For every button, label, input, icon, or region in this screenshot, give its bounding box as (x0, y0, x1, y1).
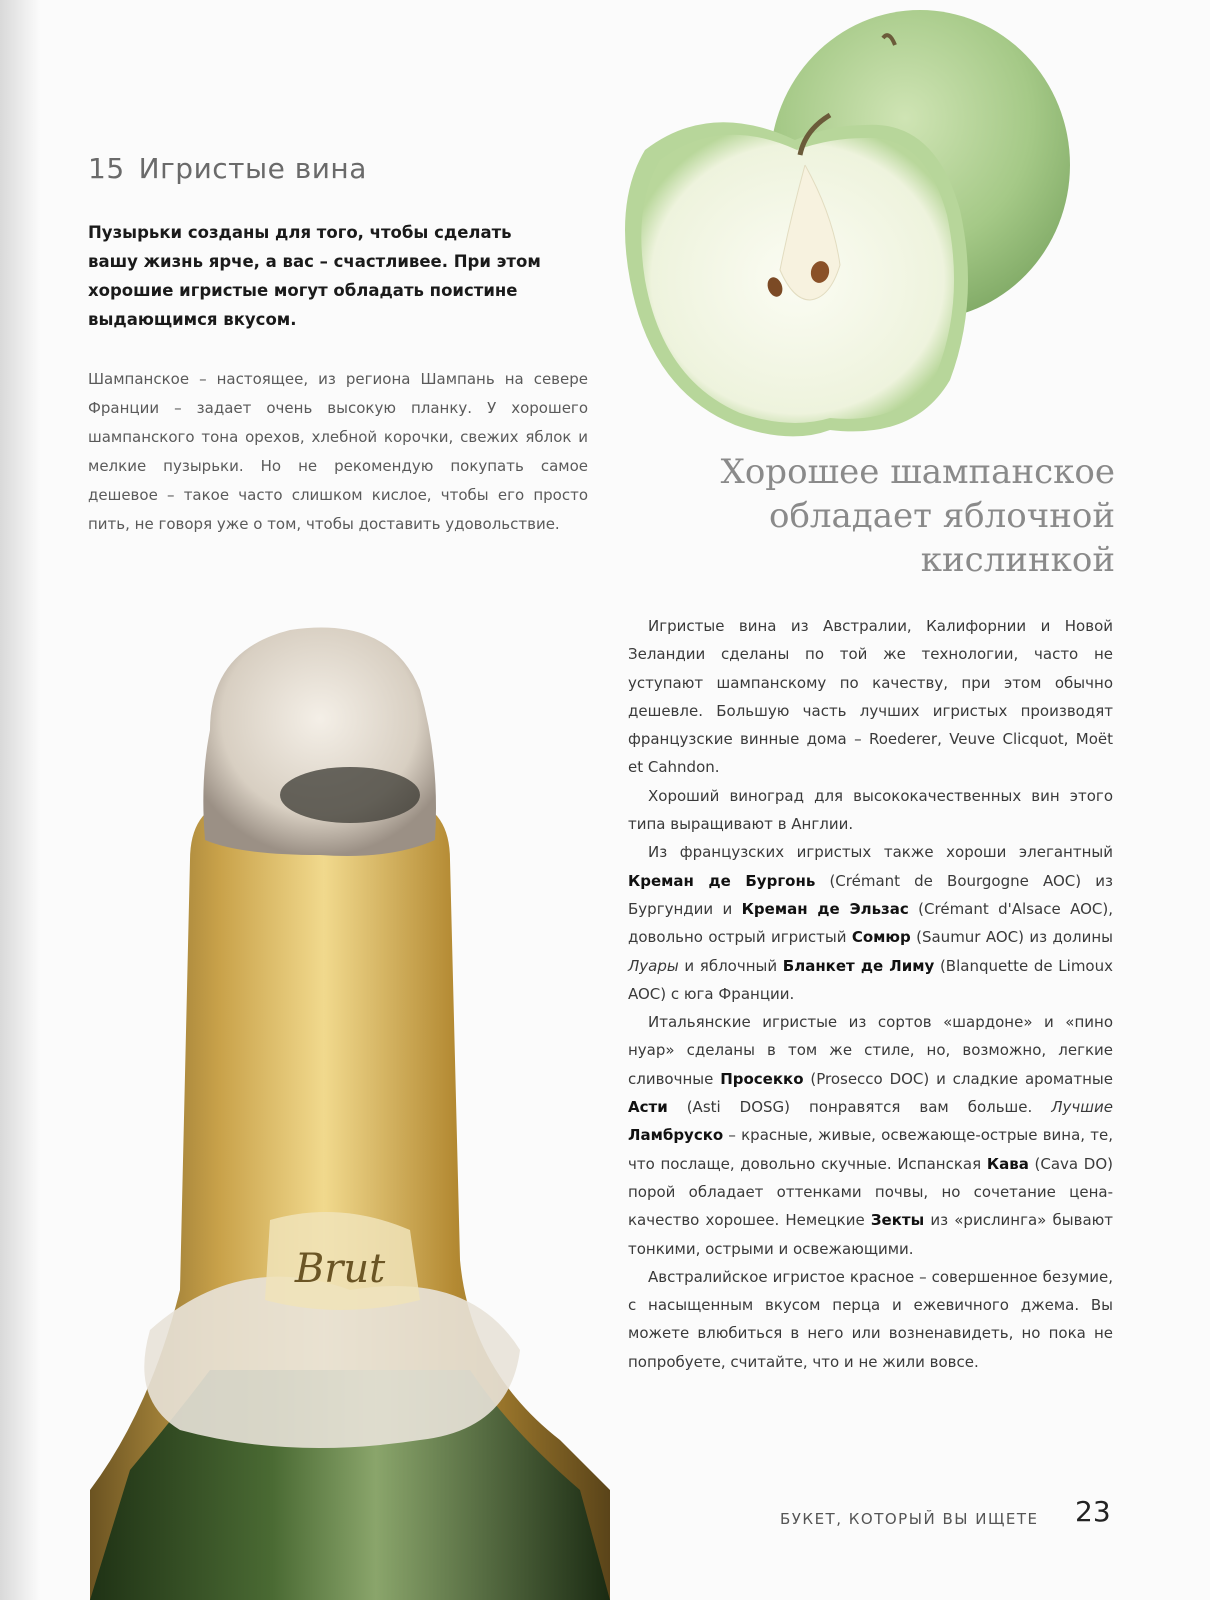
halved-apple (625, 115, 968, 436)
foam-top (203, 628, 436, 857)
chapter-number: 15 (88, 152, 125, 185)
main-body-text (628, 612, 1113, 1376)
paragraph-4: Итальянские игристые из сортов «шардоне» и «пино нуар» сделаны в том же стиле, но, возможно, легкие сливочные Просекко (Prosecco DOC) и сладкие ароматные Асти (Asti DOSG) понравятся вам больше. Лучшие Ламбруско – красные, живые, освежающе-острые вина, те, что послаще, довольно скучные. Испанская Кава (Cava DO) порой обладает оттенками почвы, но сочетание цена-качество хорошее. Немецкие Зекты из «рислинга» бывают тонкими, острыми и освежающими. (628, 1013, 1114, 1258)
page-gutter-shadow (0, 0, 40, 1600)
running-footer: БУКЕТ, КОТОРЫЙ ВЫ ИЩЕТЕ (780, 1510, 1039, 1528)
paragraph-3: Из французских игристых также хороши элегантный Креман де Бургонь (Crémant de Bourgogne AOC) из Бургундии и Креман де Эльзас (Crémant d'Alsace AOC), довольно острый игристый Сомюр (Saumur AOC) из долины Луары и яблочный Бланкет де Лиму (Blanquette de Limoux AOC) с юга Франции. (628, 843, 1113, 1003)
lead-paragraph: Пузырьки созданы для того, чтобы сделать вашу жизнь ярче, а вас – счастливее. При этом хорошие игристые могут обладать поистине выдающимся вкусом. (88, 223, 541, 329)
page-number: 23 (1075, 1495, 1111, 1528)
bottle-body (90, 800, 610, 1600)
paragraph-1: Игристые вина из Австралии, Калифорнии и Новой Зеландии сделаны по той же технологии, часто не уступают шампанскому по качеству, при этом обычно дешевле. Большую часть лучших игристых производят французские винные дома – Roederer, Veuve Clicquot, Moët et Cahndon. (628, 617, 1113, 777)
chapter-heading (88, 152, 367, 185)
green-apple-image (615, 0, 1085, 460)
intro-paragraph: Шампанское – настоящее, из региона Шампань на севере Франции – задает очень высокую планку. У хорошего шампанского тона орехов, хлебной корочки, свежих яблок и мелкие пузырьки. Но не рекомендую покупать самое дешевое – такое часто слишком кислое, чтобы его просто пить, не говоря уже о том, чтобы доставить удовольствие. (88, 370, 588, 533)
champagne-bottle-image (90, 610, 610, 1600)
brut-label (265, 1212, 420, 1310)
paragraph-5: Австралийское игристое красное – совершенное безумие, с насыщенным вкусом перца и ежевичного джема. Вы можете влюбиться в него или возненавидеть, но пока не попробуете, считайте, что и не жили вовсе. (628, 1267, 1113, 1371)
brut-label-text: Brut (294, 1246, 386, 1292)
paragraph-2: Хороший виноград для высококачественных вин этого типа выращивают в Англии. (628, 786, 1113, 834)
pull-quote: Хорошее шампанское обладает яблочной кислинкой (720, 452, 1115, 580)
chapter-title: Игристые вина (138, 152, 367, 185)
